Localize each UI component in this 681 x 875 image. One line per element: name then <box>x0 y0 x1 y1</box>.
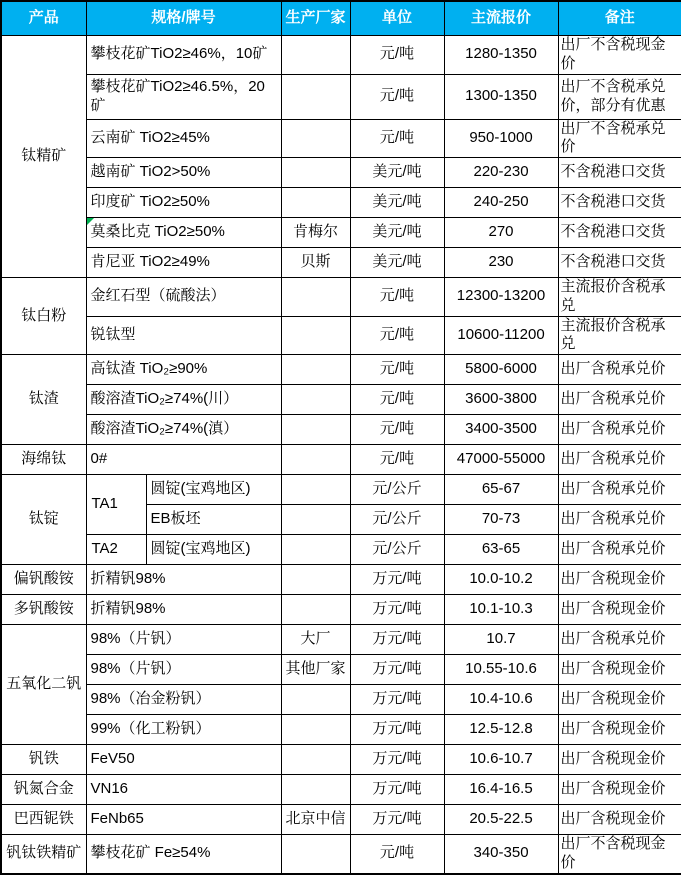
unit-cell: 美元/吨 <box>350 158 444 188</box>
spec-cell: 肯尼亚 TiO2≥49% <box>86 248 281 278</box>
product-cell: 多钒酸铵 <box>1 595 86 625</box>
maker-cell <box>281 565 350 595</box>
unit-cell: 元/吨 <box>350 316 444 355</box>
unit-cell: 元/吨 <box>350 355 444 385</box>
table-row <box>1 188 681 218</box>
maker-cell <box>281 278 350 317</box>
maker-cell <box>281 119 350 158</box>
maker-cell <box>281 415 350 445</box>
spec-cell: 98%（片钒） <box>86 625 281 655</box>
price-cell: 10.7 <box>444 625 558 655</box>
spec-cell: 折精钒98% <box>86 565 281 595</box>
spec-text: 莫桑比克 TiO2≥50% <box>90 223 225 241</box>
note-cell: 不含税港口交货 <box>558 218 681 248</box>
maker-cell <box>281 316 350 355</box>
unit-cell: 万元/吨 <box>350 625 444 655</box>
maker-cell <box>281 74 350 119</box>
product-cell: 巴西铌铁 <box>1 805 86 835</box>
spec-cell: 高钛渣 TiO₂≥90% <box>86 355 281 385</box>
table-row <box>1 745 681 775</box>
product-cell: 五氧化二钒 <box>1 625 86 745</box>
unit-cell: 元/吨 <box>350 445 444 475</box>
spec-cell: 98%（片钒） <box>86 655 281 685</box>
note-cell: 不含税港口交货 <box>558 188 681 218</box>
price-cell: 10.55-10.6 <box>444 655 558 685</box>
note-cell: 出厂含税现金价 <box>558 805 681 835</box>
price-cell: 10.4-10.6 <box>444 685 558 715</box>
maker-cell <box>281 355 350 385</box>
maker-cell <box>281 835 350 874</box>
table-row <box>1 565 681 595</box>
note-cell: 出厂含税现金价 <box>558 655 681 685</box>
unit-cell: 万元/吨 <box>350 565 444 595</box>
table-row <box>1 475 681 505</box>
header-note: 备注 <box>558 1 681 36</box>
product-cell: 钒氮合金 <box>1 775 86 805</box>
product-cell: 钒铁 <box>1 745 86 775</box>
table-row <box>1 835 681 874</box>
unit-cell: 元/吨 <box>350 835 444 874</box>
unit-cell: 元/吨 <box>350 385 444 415</box>
spec-cell: 99%（化工粉钒） <box>86 715 281 745</box>
header-maker: 生产厂家 <box>281 1 350 36</box>
maker-cell <box>281 715 350 745</box>
maker-cell <box>281 36 350 75</box>
note-cell: 出厂含税现金价 <box>558 715 681 745</box>
note-cell: 出厂含税现金价 <box>558 565 681 595</box>
unit-cell: 元/公斤 <box>350 505 444 535</box>
note-cell: 出厂含税承兑价 <box>558 535 681 565</box>
header-product: 产品 <box>1 1 86 36</box>
note-cell: 主流报价含税承兑 <box>558 316 681 355</box>
unit-cell: 美元/吨 <box>350 218 444 248</box>
note-cell: 出厂含税承兑价 <box>558 385 681 415</box>
unit-cell: 元/吨 <box>350 415 444 445</box>
price-cell: 63-65 <box>444 535 558 565</box>
unit-cell: 万元/吨 <box>350 715 444 745</box>
product-cell: 钛渣 <box>1 355 86 445</box>
header-row <box>1 1 681 36</box>
table-row <box>1 316 681 355</box>
table-row <box>1 119 681 158</box>
table-row <box>1 805 681 835</box>
maker-cell <box>281 745 350 775</box>
table-row <box>1 445 681 475</box>
product-cell: 偏钒酸铵 <box>1 565 86 595</box>
unit-cell: 万元/吨 <box>350 595 444 625</box>
price-cell: 10600-11200 <box>444 316 558 355</box>
note-cell: 出厂含税承兑价 <box>558 355 681 385</box>
note-cell: 出厂不含税承兑价，部分有优惠 <box>558 74 681 119</box>
spec-cell: 0# <box>86 445 281 475</box>
note-cell: 出厂含税承兑价 <box>558 475 681 505</box>
table-row <box>1 355 681 385</box>
price-cell: 230 <box>444 248 558 278</box>
table-row <box>1 715 681 745</box>
note-cell: 出厂含税现金价 <box>558 685 681 715</box>
note-cell: 出厂含税现金价 <box>558 745 681 775</box>
grade-cell: TA2 <box>86 535 146 565</box>
maker-cell <box>281 535 350 565</box>
table-row <box>1 685 681 715</box>
maker-cell: 贝斯 <box>281 248 350 278</box>
unit-cell: 美元/吨 <box>350 188 444 218</box>
maker-cell <box>281 158 350 188</box>
price-cell: 12300-13200 <box>444 278 558 317</box>
table-row <box>1 415 681 445</box>
note-cell: 不含税港口交货 <box>558 248 681 278</box>
table-row <box>1 248 681 278</box>
spec-cell: 印度矿 TiO2≥50% <box>86 188 281 218</box>
note-cell: 出厂含税现金价 <box>558 595 681 625</box>
spec-cell: 圆锭(宝鸡地区) <box>146 475 281 505</box>
header-spec: 规格/牌号 <box>86 1 281 36</box>
table-row <box>1 385 681 415</box>
table-row <box>1 218 681 248</box>
price-cell: 20.5-22.5 <box>444 805 558 835</box>
unit-cell: 万元/吨 <box>350 655 444 685</box>
unit-cell: 万元/吨 <box>350 685 444 715</box>
table-row <box>1 775 681 805</box>
table-row <box>1 158 681 188</box>
unit-cell: 元/公斤 <box>350 475 444 505</box>
spec-cell: 锐钛型 <box>86 316 281 355</box>
price-cell: 3400-3500 <box>444 415 558 445</box>
product-cell: 钛白粉 <box>1 278 86 355</box>
table-row <box>1 625 681 655</box>
product-cell: 钛锭 <box>1 475 86 565</box>
price-cell: 10.1-10.3 <box>444 595 558 625</box>
price-cell: 950-1000 <box>444 119 558 158</box>
spec-cell: 云南矿 TiO2≥45% <box>86 119 281 158</box>
unit-cell: 美元/吨 <box>350 248 444 278</box>
spec-cell: 金红石型（硫酸法） <box>86 278 281 317</box>
price-cell: 47000-55000 <box>444 445 558 475</box>
spec-cell: 攀枝花矿TiO2≥46%，10矿 <box>86 36 281 75</box>
note-cell: 出厂含税现金价 <box>558 775 681 805</box>
note-cell: 不含税港口交货 <box>558 158 681 188</box>
spec-cell: 圆锭(宝鸡地区) <box>146 535 281 565</box>
spec-cell: FeV50 <box>86 745 281 775</box>
note-cell: 主流报价含税承兑 <box>558 278 681 317</box>
table-row <box>1 278 681 317</box>
product-cell: 钛精矿 <box>1 36 86 278</box>
price-cell: 70-73 <box>444 505 558 535</box>
spec-cell: 攀枝花矿TiO2≥46.5%，20矿 <box>86 74 281 119</box>
spec-cell: 攀枝花矿 Fe≥54% <box>86 835 281 874</box>
price-cell: 5800-6000 <box>444 355 558 385</box>
maker-cell: 北京中信 <box>281 805 350 835</box>
unit-cell: 万元/吨 <box>350 745 444 775</box>
maker-cell <box>281 685 350 715</box>
price-cell: 270 <box>444 218 558 248</box>
price-cell: 1300-1350 <box>444 74 558 119</box>
note-cell: 出厂含税承兑价 <box>558 415 681 445</box>
maker-cell <box>281 505 350 535</box>
unit-cell: 元/公斤 <box>350 535 444 565</box>
spec-cell: 98%（冶金粉钒） <box>86 685 281 715</box>
maker-cell <box>281 775 350 805</box>
maker-cell <box>281 475 350 505</box>
header-unit: 单位 <box>350 1 444 36</box>
unit-cell: 万元/吨 <box>350 775 444 805</box>
maker-cell <box>281 595 350 625</box>
price-cell: 65-67 <box>444 475 558 505</box>
table-row <box>1 36 681 75</box>
maker-cell <box>281 445 350 475</box>
price-cell: 3600-3800 <box>444 385 558 415</box>
table-row <box>1 595 681 625</box>
maker-cell <box>281 385 350 415</box>
price-cell: 10.6-10.7 <box>444 745 558 775</box>
table-row <box>1 74 681 119</box>
price-cell: 340-350 <box>444 835 558 874</box>
price-cell: 10.0-10.2 <box>444 565 558 595</box>
product-cell: 钒钛铁精矿 <box>1 835 86 874</box>
spec-cell: EB板坯 <box>146 505 281 535</box>
note-cell: 出厂不含税承兑价 <box>558 119 681 158</box>
spec-cell: 酸溶渣TiO₂≥74%(川） <box>86 385 281 415</box>
note-cell: 出厂不含税现金价 <box>558 36 681 75</box>
spec-cell <box>86 218 281 248</box>
note-cell: 出厂含税承兑价 <box>558 625 681 655</box>
spec-cell: FeNb65 <box>86 805 281 835</box>
price-cell: 240-250 <box>444 188 558 218</box>
note-cell: 出厂含税承兑价 <box>558 505 681 535</box>
spec-cell: 酸溶渣TiO₂≥74%(滇） <box>86 415 281 445</box>
unit-cell: 元/吨 <box>350 119 444 158</box>
table-row <box>1 655 681 685</box>
product-cell: 海绵钛 <box>1 445 86 475</box>
price-cell: 1280-1350 <box>444 36 558 75</box>
price-cell: 220-230 <box>444 158 558 188</box>
maker-cell: 大厂 <box>281 625 350 655</box>
table-row <box>1 535 681 565</box>
price-cell: 12.5-12.8 <box>444 715 558 745</box>
note-cell: 出厂不含税现金价 <box>558 835 681 874</box>
spec-cell: 折精钒98% <box>86 595 281 625</box>
spec-cell: 越南矿 TiO2>50% <box>86 158 281 188</box>
maker-cell: 肯梅尔 <box>281 218 350 248</box>
grade-cell: TA1 <box>86 475 146 535</box>
unit-cell: 元/吨 <box>350 36 444 75</box>
spec-cell: VN16 <box>86 775 281 805</box>
unit-cell: 元/吨 <box>350 278 444 317</box>
note-cell: 出厂含税承兑价 <box>558 445 681 475</box>
comment-flag-icon <box>87 218 94 225</box>
unit-cell: 万元/吨 <box>350 805 444 835</box>
maker-cell: 其他厂家 <box>281 655 350 685</box>
header-price: 主流报价 <box>444 1 558 36</box>
maker-cell <box>281 188 350 218</box>
price-cell: 16.4-16.5 <box>444 775 558 805</box>
unit-cell: 元/吨 <box>350 74 444 119</box>
